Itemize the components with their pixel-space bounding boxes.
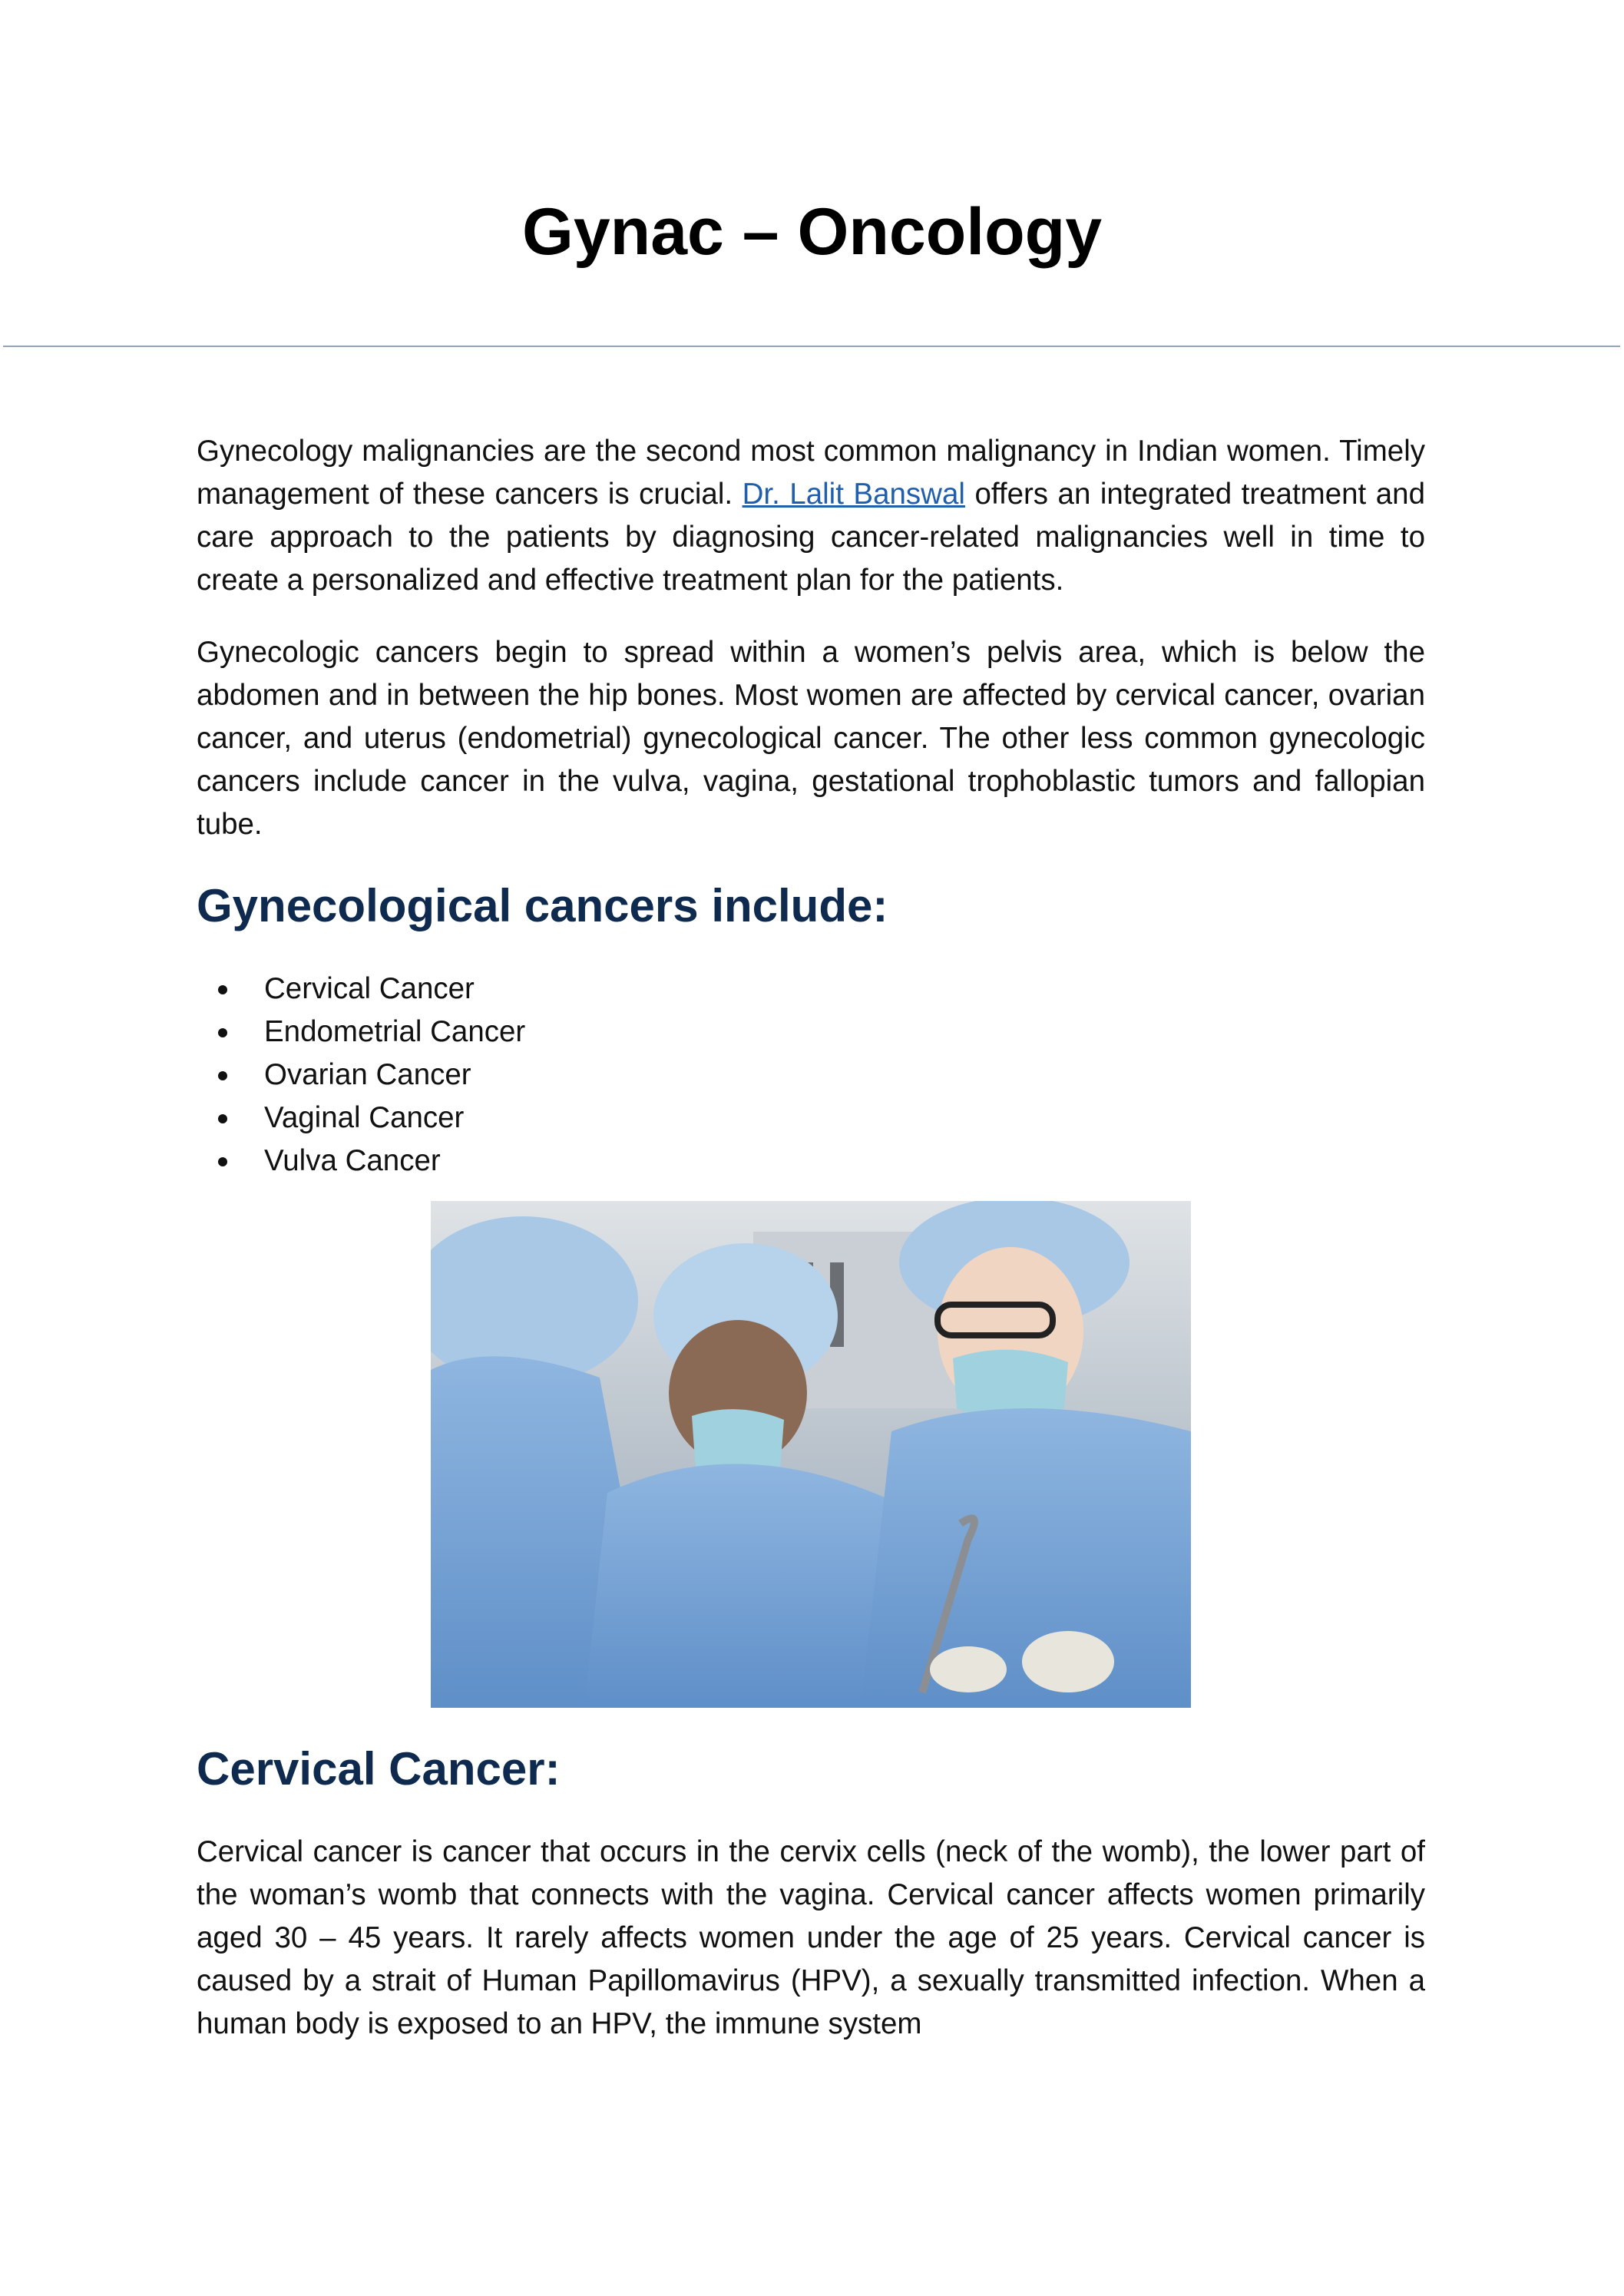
- cervical-heading: Cervical Cancer:: [197, 1743, 561, 1795]
- list-item: [264, 1054, 1425, 1097]
- bullet-icon: [218, 1157, 227, 1166]
- list-item: [264, 1140, 1425, 1183]
- bullet-icon: [218, 1028, 227, 1037]
- list-item: [264, 1011, 1425, 1054]
- surgeons-operating-photo: [431, 1201, 1191, 1708]
- list-item-label: Vaginal Cancer: [264, 1101, 465, 1134]
- main-content: [197, 430, 1425, 2075]
- list-item: [264, 968, 1425, 1011]
- page-title: Gynac – Oncology: [521, 195, 1103, 269]
- list-item: [264, 1097, 1425, 1140]
- photo-container: [197, 1201, 1425, 1708]
- list-item-label: Ovarian Cancer: [264, 1058, 471, 1091]
- types-heading: Gynecological cancers include:: [197, 880, 888, 931]
- intro-paragraph-1: [197, 430, 1425, 602]
- intro-text-after-link: offers an integrated treatment and care approach to the patients by diagnosing cancer-related malignancies well in time to create a personalized and effective treatment plan for the patients.: [197, 478, 1425, 597]
- title-divider: [3, 346, 1620, 347]
- doctor-link[interactable]: Dr. Lalit Banswal: [742, 478, 965, 511]
- bullet-icon: [218, 1071, 227, 1080]
- bullet-icon: [218, 985, 227, 994]
- cervical-paragraph: Cervical cancer is cancer that occurs in the cervix cells (neck of the womb), the lower part of the woman’s womb that connects with the vagina. Cervical cancer affects women primarily aged 30 – 45 years. It rarely affects women under the age of 25 years. Cervical cancer is caused by a strait of Human Papillomavirus (HPV), a sexually transmitted infection. When a human body is exposed to an HPV, the immune system: [197, 1835, 1425, 2040]
- surgeons-illustration: [431, 1201, 1191, 1708]
- intro-paragraph-2: Gynecologic cancers begin to spread within a women’s pelvis area, which is below the abdomen and in between the hip bones. Most women are affected by cervical cancer, ovarian cancer, and uterus (endometrial) gynecological cancer. The other less common gynecologic cancers include cancer in the vulva, vagina, gestational trophoblastic tumors and fallopian tube.: [197, 636, 1425, 841]
- intro-text-before-link: Gynecology malignancies are the second most common malignancy in Indian women. Timely management of these cancers is crucial.: [197, 435, 1425, 511]
- list-item-label: Cervical Cancer: [264, 972, 475, 1005]
- bullet-icon: [218, 1114, 227, 1123]
- cancer-types-list: [197, 968, 1425, 1183]
- list-item-label: Endometrial Cancer: [264, 1015, 526, 1048]
- list-item-label: Vulva Cancer: [264, 1144, 441, 1177]
